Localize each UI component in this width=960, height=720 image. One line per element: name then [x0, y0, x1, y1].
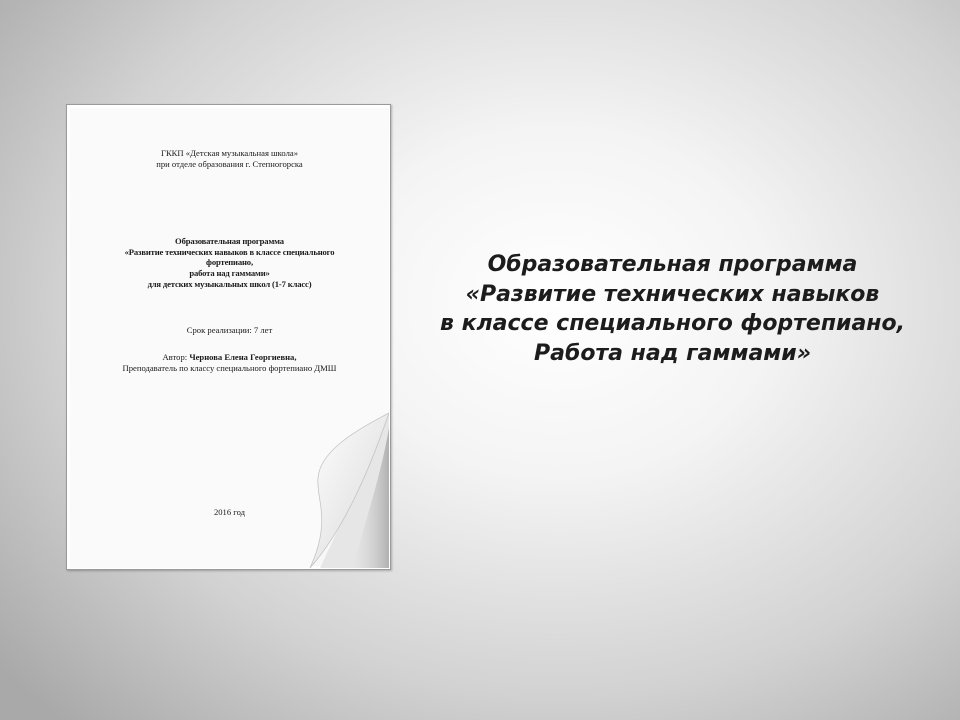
- doc-program-audience: для детских музыкальных школ (1-7 класс): [147, 279, 312, 289]
- doc-author-role: Преподаватель по классу специального фортепиано ДМШ: [122, 363, 337, 373]
- slide-title-line-4: Работа над гаммами»: [533, 340, 812, 366]
- slide-title-line-3: в классе специального фортепиано,: [440, 311, 905, 336]
- doc-program-type: Образовательная программа: [175, 236, 284, 246]
- doc-author-line: [67, 352, 392, 363]
- doc-program-title-line-1: «Развитие технических навыков в классе специального: [124, 247, 335, 257]
- doc-year: 2016 год: [213, 507, 246, 517]
- doc-author-name: Чернова Елена Георгиевна,: [189, 352, 297, 362]
- slide-title-line-2: «Развитие технических навыков: [465, 281, 880, 307]
- institution-line-1: ГККП «Детская музыкальная школа»: [160, 148, 298, 158]
- slide-title: [400, 250, 945, 368]
- doc-author-prefix: Автор:: [162, 352, 188, 362]
- document-page: [70, 108, 387, 566]
- institution-line-2: при отделе образования г. Степногорска: [156, 159, 303, 169]
- page-curl-graphic: [70, 108, 389, 568]
- slide-title-line-1: Образовательная программа: [487, 252, 858, 277]
- doc-program-title-line-3: работа над гаммами»: [189, 268, 270, 278]
- document-thumbnail: [66, 104, 391, 570]
- doc-duration: Срок реализации: 7 лет: [186, 325, 273, 335]
- doc-program-title-line-2: фортепиано,: [206, 257, 253, 267]
